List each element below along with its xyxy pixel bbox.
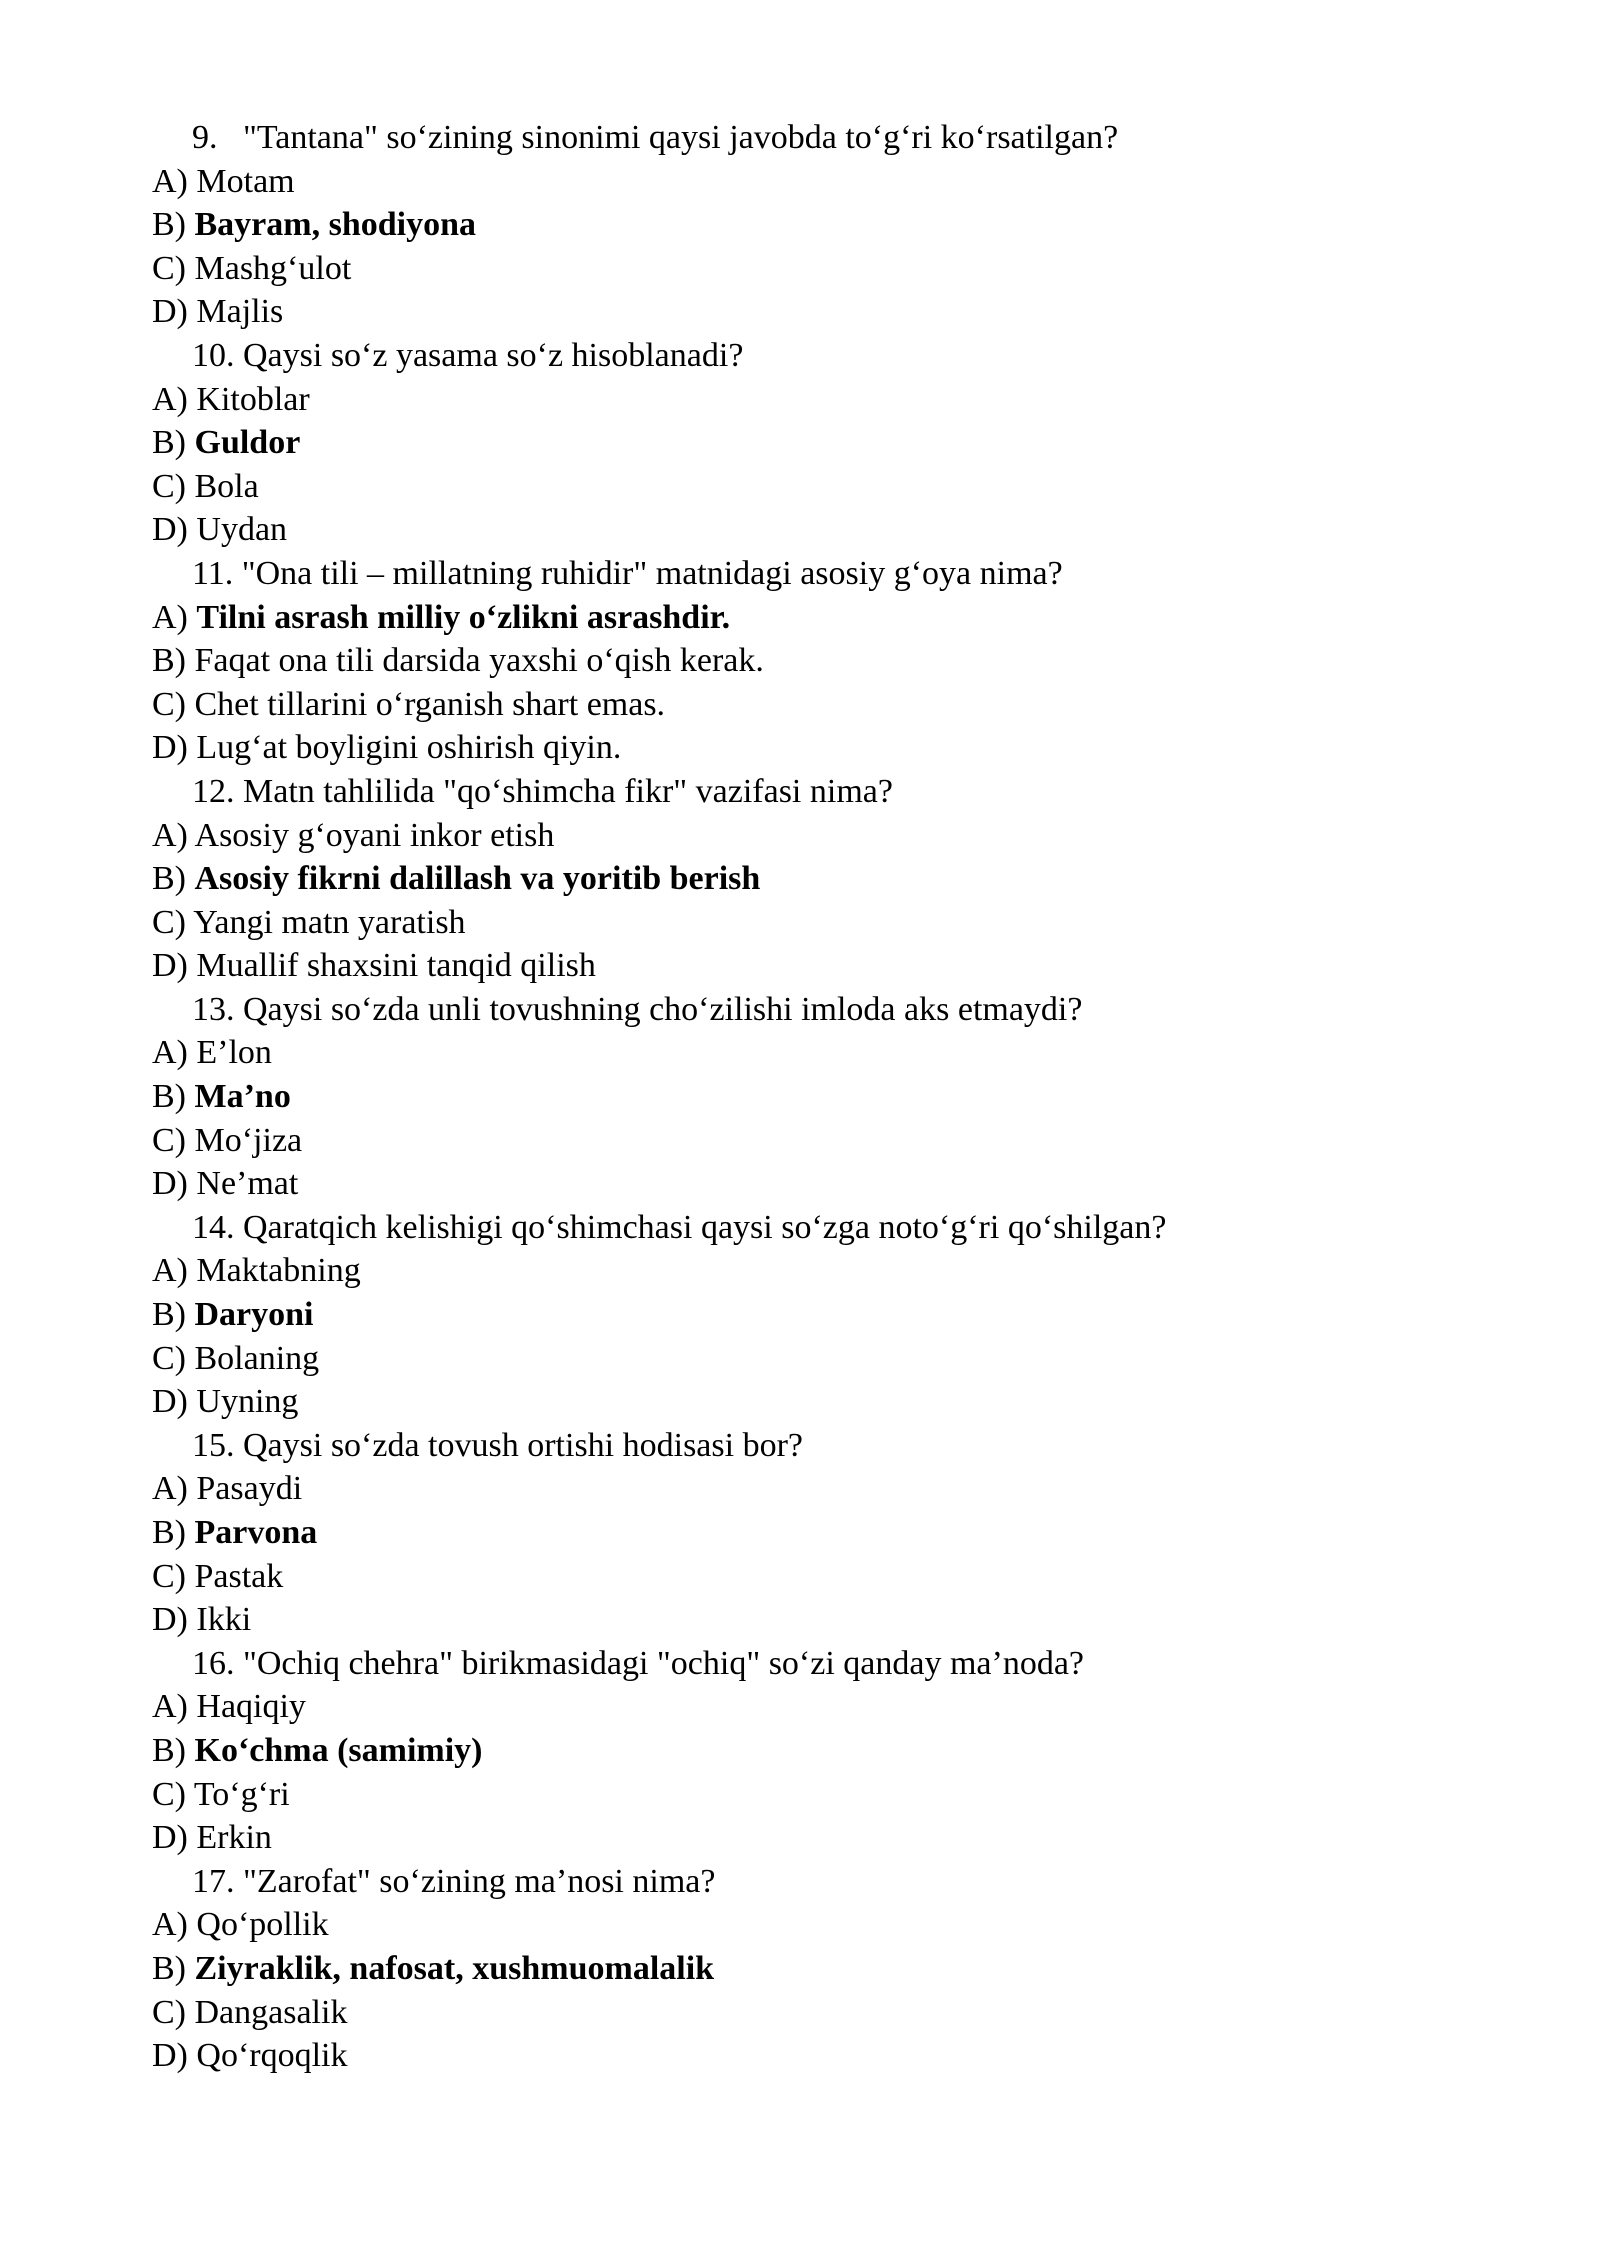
question-text bbox=[152, 116, 1492, 160]
option-letter: B) bbox=[152, 1731, 186, 1769]
option-gap bbox=[186, 424, 195, 461]
option-letter: A) bbox=[152, 380, 188, 418]
question-text bbox=[152, 552, 1492, 596]
option-letter: D) bbox=[152, 729, 188, 767]
answer-option bbox=[152, 1119, 1492, 1163]
option-text: Yangi matn yaratish bbox=[193, 903, 466, 941]
option-gap bbox=[186, 1558, 195, 1595]
question-number-gap bbox=[218, 119, 244, 156]
question-text bbox=[152, 334, 1492, 378]
question-number: 10. bbox=[192, 336, 235, 374]
answer-option bbox=[152, 378, 1492, 422]
answer-option bbox=[152, 2034, 1492, 2078]
option-text: Uyning bbox=[196, 1383, 299, 1421]
option-letter: B) bbox=[152, 642, 186, 680]
option-text: Uydan bbox=[196, 511, 288, 549]
option-letter: D) bbox=[152, 947, 188, 985]
question-block bbox=[152, 1424, 1492, 1642]
answer-option bbox=[152, 814, 1492, 858]
question-text bbox=[152, 1642, 1492, 1686]
option-letter: C) bbox=[152, 685, 186, 723]
option-gap bbox=[186, 1514, 195, 1551]
correct-answer-text: Asosiy fikrni dalillash va yoritib berish bbox=[194, 860, 761, 898]
option-text: Majlis bbox=[196, 293, 284, 331]
option-gap bbox=[186, 686, 195, 723]
answer-option bbox=[152, 596, 1492, 640]
option-text: Bolaning bbox=[194, 1339, 320, 1377]
option-gap bbox=[186, 1296, 195, 1333]
question-prompt: "Zarofat" so‘zining ma’nosi nima? bbox=[243, 1862, 716, 1900]
answer-option bbox=[152, 944, 1492, 988]
option-gap bbox=[186, 1950, 195, 1987]
option-letter: C) bbox=[152, 249, 186, 287]
option-letter: C) bbox=[152, 1993, 186, 2031]
answer-option bbox=[152, 1555, 1492, 1599]
option-letter: C) bbox=[152, 903, 186, 941]
option-text: Ikki bbox=[196, 1601, 252, 1639]
option-text: Muallif shaxsini tanqid qilish bbox=[196, 947, 596, 985]
option-letter: D) bbox=[152, 1165, 188, 1203]
option-letter: B) bbox=[152, 424, 186, 462]
option-gap bbox=[186, 1776, 194, 1813]
option-letter: C) bbox=[152, 1121, 186, 1159]
option-letter: C) bbox=[152, 467, 186, 505]
option-letter: A) bbox=[152, 1252, 188, 1290]
answer-option bbox=[152, 247, 1492, 291]
option-gap bbox=[186, 1078, 195, 1115]
option-letter: C) bbox=[152, 1339, 186, 1377]
question-number: 13. bbox=[192, 990, 235, 1028]
answer-option bbox=[152, 639, 1492, 683]
option-letter: A) bbox=[152, 1906, 188, 1944]
option-text: Bola bbox=[194, 467, 259, 505]
answer-option bbox=[152, 1991, 1492, 2035]
question-number: 11. bbox=[192, 554, 234, 592]
question-number: 17. bbox=[192, 1862, 235, 1900]
option-letter: D) bbox=[152, 1383, 188, 1421]
option-letter: D) bbox=[152, 1819, 188, 1857]
answer-option bbox=[152, 1162, 1492, 1206]
question-prompt: Qaysi so‘zda unli tovushning cho‘zilishi imloda aks etmaydi? bbox=[243, 990, 1083, 1028]
question-number: 15. bbox=[192, 1426, 235, 1464]
answer-option bbox=[152, 1380, 1492, 1424]
correct-answer-text: Daryoni bbox=[194, 1296, 314, 1334]
correct-answer-text: Ziyraklik, nafosat, xushmuomalalik bbox=[194, 1949, 715, 1987]
option-gap bbox=[186, 250, 195, 287]
answer-option bbox=[152, 1075, 1492, 1119]
answer-option bbox=[152, 465, 1492, 509]
question-block bbox=[152, 552, 1492, 770]
option-gap bbox=[186, 1122, 195, 1159]
option-gap bbox=[186, 468, 195, 505]
correct-answer-text: Ma’no bbox=[194, 1078, 291, 1116]
answer-option bbox=[152, 1511, 1492, 1555]
question-text bbox=[152, 770, 1492, 814]
option-text: Erkin bbox=[196, 1819, 272, 1857]
option-gap bbox=[186, 642, 195, 679]
option-text: Pasaydi bbox=[196, 1470, 303, 1508]
answer-option bbox=[152, 1903, 1492, 1947]
question-number: 9. bbox=[192, 119, 218, 156]
option-letter: B) bbox=[152, 1514, 186, 1551]
option-text: Haqiqiy bbox=[196, 1688, 306, 1726]
correct-answer-text: Ko‘chma (samimiy) bbox=[194, 1731, 483, 1769]
question-prompt: "Ochiq chehra" birikmasidagi "ochiq" so‘zi qanday ma’noda? bbox=[243, 1644, 1085, 1682]
correct-answer-text: Bayram, shodiyona bbox=[194, 206, 476, 244]
option-gap bbox=[186, 1732, 195, 1769]
correct-answer-text: Parvona bbox=[194, 1514, 318, 1551]
option-letter: A) bbox=[152, 1034, 188, 1072]
correct-answer-text: Tilni asrash milliy o‘zlikni asrashdir. bbox=[196, 598, 731, 636]
option-text: Mashg‘ulot bbox=[194, 249, 352, 287]
question-number-gap bbox=[235, 773, 244, 810]
option-letter: A) bbox=[152, 598, 188, 636]
answer-option bbox=[152, 508, 1492, 552]
option-text: To‘g‘ri bbox=[193, 1775, 290, 1813]
option-gap bbox=[188, 817, 195, 854]
option-text: Qo‘pollik bbox=[196, 1906, 329, 1944]
option-text: Dangasalik bbox=[194, 1993, 348, 2031]
answer-option bbox=[152, 1685, 1492, 1729]
answer-option bbox=[152, 1773, 1492, 1817]
answer-option bbox=[152, 1249, 1492, 1293]
question-number-gap bbox=[235, 991, 244, 1028]
question-number: 14. bbox=[192, 1208, 235, 1246]
option-text: Ne’mat bbox=[196, 1165, 299, 1203]
question-prompt: "Tantana" so‘zining sinonimi qaysi javobda to‘g‘ri ko‘rsatilgan? bbox=[243, 119, 1119, 156]
option-text: Qo‘rqoqlik bbox=[196, 2037, 348, 2075]
correct-answer-text: Guldor bbox=[194, 424, 301, 462]
question-text bbox=[152, 1424, 1492, 1468]
answer-option bbox=[152, 1293, 1492, 1337]
answer-option bbox=[152, 901, 1492, 945]
question-block bbox=[152, 1642, 1492, 1860]
answer-option bbox=[152, 1337, 1492, 1381]
option-letter: D) bbox=[152, 1601, 188, 1639]
option-text: Faqat ona tili darsida yaxshi o‘qish kerak. bbox=[194, 642, 764, 680]
answer-option bbox=[152, 726, 1492, 770]
question-number: 16. bbox=[192, 1644, 235, 1682]
question-text bbox=[152, 988, 1492, 1032]
option-text: Maktabning bbox=[196, 1252, 361, 1290]
option-text: E’lon bbox=[196, 1034, 272, 1072]
answer-option bbox=[152, 290, 1492, 334]
answer-option bbox=[152, 683, 1492, 727]
answer-option bbox=[152, 160, 1492, 204]
option-text: Motam bbox=[196, 162, 295, 200]
option-letter: B) bbox=[152, 1949, 186, 1987]
option-gap bbox=[186, 1340, 195, 1377]
option-letter: C) bbox=[152, 1557, 186, 1595]
option-letter: D) bbox=[152, 511, 188, 549]
answer-option bbox=[152, 1031, 1492, 1075]
answer-option bbox=[152, 1729, 1492, 1773]
option-letter: C) bbox=[152, 1775, 186, 1813]
question-prompt: Qaysi so‘zda tovush ortishi hodisasi bor? bbox=[243, 1426, 803, 1464]
question-block bbox=[152, 1206, 1492, 1424]
option-text: Kitoblar bbox=[196, 380, 310, 418]
question-number-gap bbox=[235, 1427, 244, 1464]
question-block bbox=[152, 334, 1492, 552]
question-block bbox=[152, 1860, 1492, 2078]
question-text bbox=[152, 1860, 1492, 1904]
question-list bbox=[152, 116, 1492, 2078]
answer-option bbox=[152, 1816, 1492, 1860]
option-gap bbox=[186, 206, 195, 243]
option-letter: A) bbox=[152, 1470, 188, 1508]
option-letter: D) bbox=[152, 293, 188, 331]
option-letter: D) bbox=[152, 2037, 188, 2075]
answer-option bbox=[152, 421, 1492, 465]
question-number-gap bbox=[235, 1209, 244, 1246]
question-prompt: Qaratqich kelishigi qo‘shimchasi qaysi so‘zga noto‘g‘ri qo‘shilgan? bbox=[243, 1208, 1167, 1246]
question-block bbox=[152, 988, 1492, 1206]
option-text: Lug‘at boyligini oshirish qiyin. bbox=[196, 729, 622, 767]
option-letter: B) bbox=[152, 206, 186, 244]
question-block bbox=[152, 770, 1492, 988]
option-letter: B) bbox=[152, 1078, 186, 1116]
question-prompt: "Ona tili – millatning ruhidir" matnidagi asosiy g‘oya nima? bbox=[241, 554, 1063, 592]
option-letter: A) bbox=[152, 816, 188, 854]
question-number-gap bbox=[235, 1645, 244, 1682]
option-gap bbox=[186, 1994, 195, 2031]
answer-option bbox=[152, 1947, 1492, 1991]
answer-option bbox=[152, 857, 1492, 901]
answer-option bbox=[152, 1467, 1492, 1511]
option-letter: B) bbox=[152, 860, 186, 898]
option-text: Mo‘jiza bbox=[194, 1121, 303, 1159]
question-text bbox=[152, 1206, 1492, 1250]
option-text: Pastak bbox=[194, 1557, 284, 1595]
option-letter: A) bbox=[152, 1688, 188, 1726]
question-number-gap bbox=[235, 1863, 244, 1900]
answer-option bbox=[152, 1598, 1492, 1642]
answer-option bbox=[152, 203, 1492, 247]
option-letter: A) bbox=[152, 162, 188, 200]
question-prompt: Matn tahlilida "qo‘shimcha fikr" vazifasi nima? bbox=[243, 772, 893, 810]
option-text: Asosiy g‘oyani inkor etish bbox=[194, 816, 555, 854]
option-gap bbox=[186, 860, 195, 897]
question-number-gap bbox=[233, 555, 242, 592]
question-number: 12. bbox=[192, 772, 235, 810]
question-prompt: Qaysi so‘z yasama so‘z hisoblanadi? bbox=[243, 336, 744, 374]
option-letter: B) bbox=[152, 1296, 186, 1334]
question-block bbox=[152, 116, 1492, 334]
question-number-gap bbox=[235, 337, 244, 374]
option-text: Chet tillarini o‘rganish shart emas. bbox=[194, 685, 666, 723]
